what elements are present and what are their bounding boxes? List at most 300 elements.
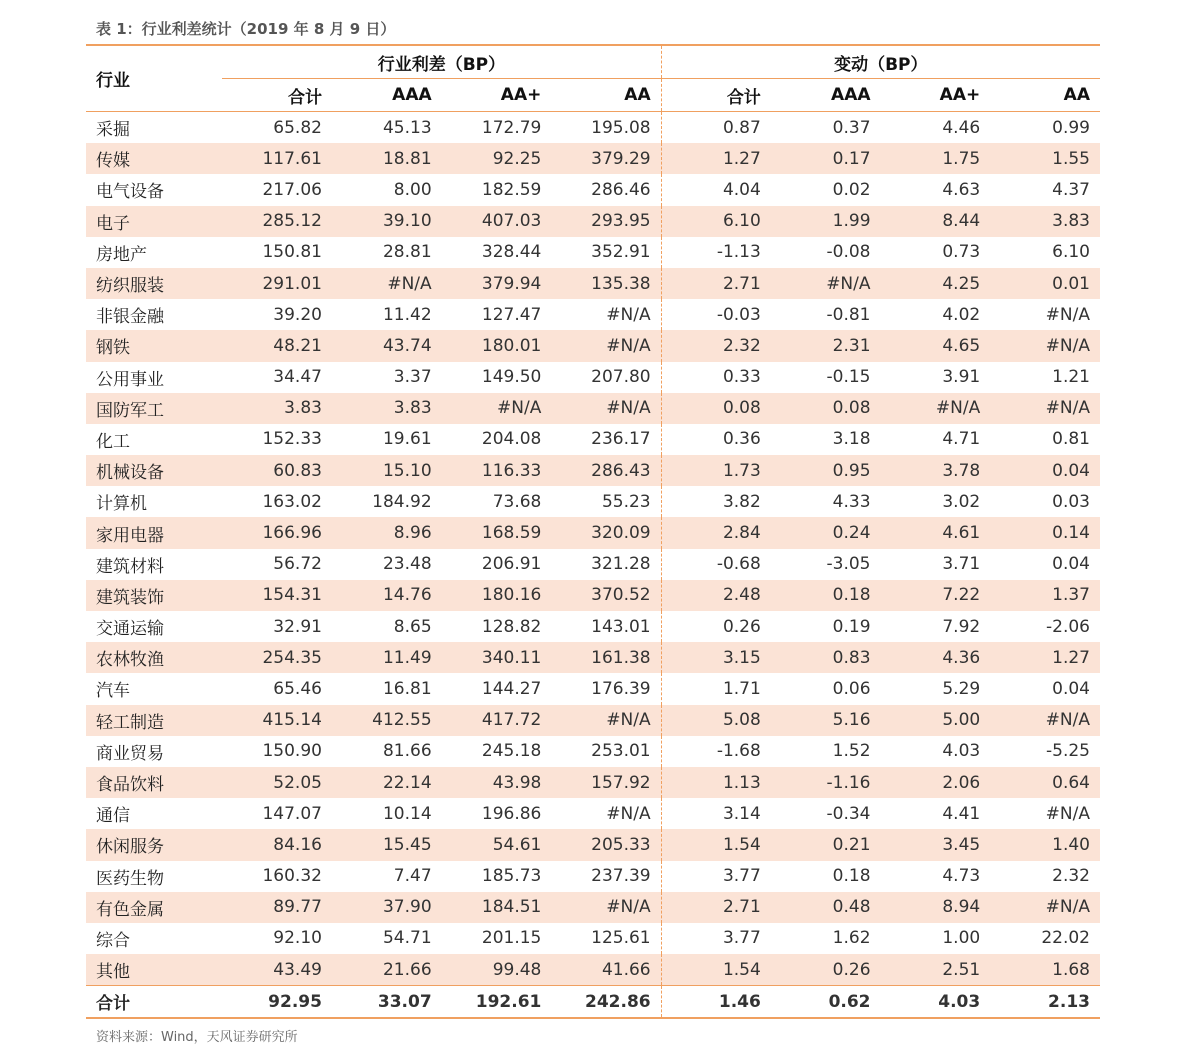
total-value-cell: 242.86 bbox=[551, 986, 661, 1019]
value-cell: 1.40 bbox=[1052, 834, 1090, 855]
value-cell: 4.02 bbox=[942, 304, 981, 325]
table-row bbox=[86, 206, 1100, 237]
value-cell: 0.24 bbox=[832, 523, 871, 544]
value-cell: 0.17 bbox=[832, 148, 871, 169]
industry-name-cell: 电气设备 bbox=[96, 182, 164, 203]
value-cell: -0.81 bbox=[826, 304, 871, 325]
column-header: 合计 bbox=[661, 79, 771, 112]
value-cell: 152.33 bbox=[262, 429, 322, 450]
value-cell: 2.84 bbox=[722, 523, 761, 544]
value-cell: 5.00 bbox=[942, 710, 981, 731]
value-cell: 4.36 bbox=[942, 647, 981, 668]
table-row bbox=[86, 705, 1100, 736]
value-cell: 340.11 bbox=[481, 647, 542, 668]
value-cell: 6.10 bbox=[1052, 242, 1090, 263]
value-cell: 4.41 bbox=[942, 803, 981, 824]
value-cell: 52.05 bbox=[273, 772, 322, 793]
value-cell: 3.15 bbox=[722, 647, 761, 668]
value-cell: 0.06 bbox=[832, 678, 871, 699]
value-cell: 11.49 bbox=[382, 647, 432, 668]
value-cell: 89.77 bbox=[273, 897, 322, 918]
value-cell: 144.27 bbox=[481, 678, 542, 699]
total-value-cell: 0.62 bbox=[771, 986, 881, 1019]
value-cell: 125.61 bbox=[551, 923, 661, 954]
industry-name-cell: 食品饮料 bbox=[96, 775, 164, 796]
value-cell: 2.06 bbox=[942, 772, 981, 793]
table-row bbox=[86, 237, 1100, 268]
value-cell: 28.81 bbox=[382, 242, 432, 263]
value-cell: #N/A bbox=[1045, 398, 1090, 419]
value-cell: 168.59 bbox=[481, 523, 542, 544]
value-cell: 245.18 bbox=[481, 741, 542, 762]
value-cell: 4.71 bbox=[942, 429, 981, 450]
value-cell: #N/A bbox=[551, 393, 661, 424]
value-cell: 0.81 bbox=[1052, 429, 1090, 450]
value-cell: 0.18 bbox=[832, 585, 871, 606]
value-cell: 10.14 bbox=[382, 803, 432, 824]
table-row bbox=[86, 923, 1100, 954]
industry-name-cell: 建筑装饰 bbox=[96, 587, 164, 608]
value-cell: 0.87 bbox=[722, 117, 761, 138]
table-row bbox=[86, 673, 1100, 704]
value-cell: 56.72 bbox=[273, 554, 322, 575]
value-cell: 4.25 bbox=[942, 273, 981, 294]
value-cell: 0.36 bbox=[722, 429, 761, 450]
value-cell: 21.66 bbox=[382, 959, 432, 980]
value-cell: 166.96 bbox=[262, 523, 322, 544]
value-cell: #N/A bbox=[551, 705, 661, 736]
value-cell: 22.14 bbox=[382, 772, 432, 793]
value-cell: 147.07 bbox=[262, 803, 322, 824]
value-cell: 41.66 bbox=[551, 954, 661, 986]
value-cell: 1.62 bbox=[832, 928, 871, 949]
value-cell: 1.73 bbox=[722, 460, 761, 481]
industry-spread-table bbox=[86, 44, 1100, 1019]
table-row bbox=[86, 455, 1100, 486]
value-cell: -1.16 bbox=[826, 772, 871, 793]
industry-name-cell: 传媒 bbox=[96, 151, 130, 172]
value-cell: 4.03 bbox=[942, 741, 981, 762]
value-cell: 370.52 bbox=[551, 580, 661, 611]
value-cell: 43.98 bbox=[492, 772, 542, 793]
value-cell: 43.74 bbox=[382, 335, 432, 356]
value-cell: 0.04 bbox=[1052, 678, 1090, 699]
table-row bbox=[86, 393, 1100, 424]
total-value-cell: 4.03 bbox=[881, 986, 991, 1019]
value-cell: 0.08 bbox=[722, 398, 761, 419]
value-cell: #N/A bbox=[1045, 803, 1090, 824]
value-cell: 4.04 bbox=[722, 179, 761, 200]
column-header: AA bbox=[551, 79, 661, 112]
value-cell: 379.29 bbox=[551, 143, 661, 174]
value-cell: #N/A bbox=[1045, 710, 1090, 731]
value-cell: 163.02 bbox=[262, 491, 322, 512]
column-header: AAA bbox=[332, 79, 442, 112]
value-cell: 127.47 bbox=[481, 304, 542, 325]
value-cell: 0.01 bbox=[1052, 273, 1090, 294]
value-cell: 3.83 bbox=[284, 398, 322, 419]
value-cell: 1.27 bbox=[722, 148, 761, 169]
value-cell: -2.06 bbox=[1046, 616, 1090, 637]
value-cell: 3.83 bbox=[393, 398, 432, 419]
value-cell: #N/A bbox=[551, 299, 661, 330]
value-cell: #N/A bbox=[497, 398, 542, 419]
total-row bbox=[86, 986, 1100, 1019]
value-cell: 8.65 bbox=[393, 616, 432, 637]
value-cell: 176.39 bbox=[551, 673, 661, 704]
table-row bbox=[86, 954, 1100, 986]
value-cell: 18.81 bbox=[382, 148, 432, 169]
table-row bbox=[86, 486, 1100, 517]
value-cell: 0.33 bbox=[722, 367, 761, 388]
value-cell: 172.79 bbox=[481, 117, 542, 138]
value-cell: 54.71 bbox=[382, 928, 432, 949]
value-cell: 8.94 bbox=[942, 897, 981, 918]
value-cell: 201.15 bbox=[481, 928, 542, 949]
value-cell: 286.43 bbox=[551, 455, 661, 486]
spread-group-header bbox=[222, 45, 661, 79]
value-cell: 379.94 bbox=[481, 273, 542, 294]
value-cell: 32.91 bbox=[273, 616, 322, 637]
value-cell: -0.08 bbox=[826, 242, 871, 263]
value-cell: -0.15 bbox=[826, 367, 871, 388]
value-cell: 39.10 bbox=[382, 211, 432, 232]
value-cell: 65.82 bbox=[273, 117, 322, 138]
industry-name-cell: 家用电器 bbox=[96, 525, 164, 546]
value-cell: 180.16 bbox=[481, 585, 542, 606]
table-row bbox=[86, 174, 1100, 205]
sub-header-row bbox=[86, 79, 1100, 112]
table-row bbox=[86, 549, 1100, 580]
industry-name-cell: 采掘 bbox=[96, 120, 130, 141]
table-row bbox=[86, 517, 1100, 548]
total-value-cell: 1.46 bbox=[661, 986, 771, 1019]
value-cell: 0.14 bbox=[1052, 523, 1090, 544]
value-cell: 81.66 bbox=[382, 741, 432, 762]
total-label-cell: 合计 bbox=[86, 986, 222, 1019]
industry-name-cell: 汽车 bbox=[96, 681, 130, 702]
value-cell: 11.42 bbox=[382, 304, 432, 325]
value-cell: -0.03 bbox=[716, 304, 761, 325]
value-cell: 8.00 bbox=[393, 179, 432, 200]
value-cell: 237.39 bbox=[551, 861, 661, 892]
industry-name-cell: 有色金属 bbox=[96, 899, 164, 920]
industry-name-cell: 其他 bbox=[96, 962, 130, 983]
value-cell: -1.13 bbox=[716, 242, 761, 263]
industry-spread-table-container bbox=[86, 44, 1100, 1019]
total-value-cell: 192.61 bbox=[442, 986, 552, 1019]
industry-name-cell: 休闲服务 bbox=[96, 837, 164, 858]
value-cell: 206.91 bbox=[481, 554, 542, 575]
value-cell: 415.14 bbox=[262, 710, 322, 731]
value-cell: 0.26 bbox=[722, 616, 761, 637]
industry-name-cell: 电子 bbox=[96, 213, 130, 234]
total-value-cell: 33.07 bbox=[332, 986, 442, 1019]
column-header: AA+ bbox=[881, 79, 991, 112]
value-cell: 1.21 bbox=[1052, 367, 1090, 388]
total-value-cell: 92.95 bbox=[222, 986, 332, 1019]
value-cell: 217.06 bbox=[262, 179, 322, 200]
value-cell: 0.21 bbox=[832, 834, 871, 855]
table-row bbox=[86, 268, 1100, 299]
value-cell: 135.38 bbox=[551, 268, 661, 299]
value-cell: 5.16 bbox=[832, 710, 871, 731]
value-cell: 73.68 bbox=[492, 491, 542, 512]
value-cell: 184.92 bbox=[372, 491, 432, 512]
value-cell: 5.08 bbox=[722, 710, 761, 731]
table-row bbox=[86, 330, 1100, 361]
value-cell: 0.95 bbox=[832, 460, 871, 481]
value-cell: 2.71 bbox=[722, 273, 761, 294]
value-cell: 0.18 bbox=[832, 866, 871, 887]
value-cell: 204.08 bbox=[481, 429, 542, 450]
value-cell: 0.48 bbox=[832, 897, 871, 918]
industry-name-cell: 化工 bbox=[96, 431, 130, 452]
value-cell: 1.52 bbox=[832, 741, 871, 762]
value-cell: 4.61 bbox=[942, 523, 981, 544]
industry-name-cell: 农林牧渔 bbox=[96, 650, 164, 671]
value-cell: -0.68 bbox=[716, 554, 761, 575]
value-cell: -1.68 bbox=[716, 741, 761, 762]
industry-name-cell: 机械设备 bbox=[96, 463, 164, 484]
value-cell: 0.02 bbox=[832, 179, 871, 200]
value-cell: 37.90 bbox=[382, 897, 432, 918]
value-cell: 7.47 bbox=[393, 866, 432, 887]
value-cell: 0.64 bbox=[1052, 772, 1090, 793]
value-cell: 253.01 bbox=[551, 736, 661, 767]
value-cell: 143.01 bbox=[551, 611, 661, 642]
value-cell: 54.61 bbox=[492, 834, 542, 855]
value-cell: 417.72 bbox=[481, 710, 542, 731]
value-cell: 149.50 bbox=[481, 367, 542, 388]
value-cell: 1.75 bbox=[942, 148, 981, 169]
value-cell: 15.45 bbox=[382, 834, 432, 855]
value-cell: 55.23 bbox=[551, 486, 661, 517]
value-cell: 22.02 bbox=[1041, 928, 1090, 949]
industry-name-cell: 商业贸易 bbox=[96, 743, 164, 764]
value-cell: 3.14 bbox=[722, 803, 761, 824]
industry-name-cell: 轻工制造 bbox=[96, 712, 164, 733]
value-cell: 1.54 bbox=[722, 959, 761, 980]
value-cell: 196.86 bbox=[481, 803, 542, 824]
table-row bbox=[86, 798, 1100, 829]
value-cell: 154.31 bbox=[262, 585, 322, 606]
value-cell: 254.35 bbox=[262, 647, 322, 668]
value-cell: 160.32 bbox=[262, 866, 322, 887]
value-cell: 3.83 bbox=[1052, 211, 1090, 232]
value-cell: 0.08 bbox=[832, 398, 871, 419]
value-cell: 2.32 bbox=[1052, 866, 1090, 887]
value-cell: 0.73 bbox=[942, 242, 981, 263]
value-cell: 1.37 bbox=[1052, 585, 1090, 606]
value-cell: 14.76 bbox=[382, 585, 432, 606]
industry-name-cell: 纺织服装 bbox=[96, 276, 164, 297]
column-header: AAA bbox=[771, 79, 881, 112]
value-cell: 293.95 bbox=[551, 206, 661, 237]
value-cell: 1.00 bbox=[942, 928, 981, 949]
value-cell: 34.47 bbox=[273, 367, 322, 388]
value-cell: 320.09 bbox=[551, 517, 661, 548]
value-cell: 182.59 bbox=[481, 179, 542, 200]
value-cell: 412.55 bbox=[372, 710, 432, 731]
value-cell: 285.12 bbox=[262, 211, 322, 232]
total-value-cell: 2.13 bbox=[990, 986, 1100, 1019]
change-group-header: 变动（BP） bbox=[661, 45, 1100, 79]
value-cell: 157.92 bbox=[551, 767, 661, 798]
table-body bbox=[86, 112, 1100, 1019]
value-cell: 4.65 bbox=[942, 335, 981, 356]
value-cell: #N/A bbox=[826, 273, 871, 294]
value-cell: 43.49 bbox=[273, 959, 322, 980]
value-cell: #N/A bbox=[1045, 304, 1090, 325]
table-row bbox=[86, 767, 1100, 798]
table-row bbox=[86, 736, 1100, 767]
industry-name-cell: 交通运输 bbox=[96, 619, 164, 640]
value-cell: 3.91 bbox=[942, 367, 981, 388]
value-cell: 0.99 bbox=[1052, 117, 1090, 138]
value-cell: 3.02 bbox=[942, 491, 981, 512]
value-cell: 2.31 bbox=[832, 335, 871, 356]
value-cell: 3.37 bbox=[393, 367, 432, 388]
value-cell: 2.51 bbox=[942, 959, 981, 980]
value-cell: 3.45 bbox=[942, 834, 981, 855]
value-cell: 7.22 bbox=[942, 585, 981, 606]
value-cell: 1.27 bbox=[1052, 647, 1090, 668]
value-cell: 207.80 bbox=[551, 362, 661, 393]
table-row bbox=[86, 112, 1100, 144]
value-cell: 286.46 bbox=[551, 174, 661, 205]
value-cell: 0.37 bbox=[832, 117, 871, 138]
value-cell: 291.01 bbox=[262, 273, 322, 294]
value-cell: 6.10 bbox=[722, 211, 761, 232]
value-cell: 0.04 bbox=[1052, 554, 1090, 575]
table-row bbox=[86, 580, 1100, 611]
table-row bbox=[86, 829, 1100, 860]
value-cell: 60.83 bbox=[273, 460, 322, 481]
value-cell: 0.04 bbox=[1052, 460, 1090, 481]
value-cell: 205.33 bbox=[551, 829, 661, 860]
value-cell: 4.63 bbox=[942, 179, 981, 200]
value-cell: 3.77 bbox=[722, 928, 761, 949]
value-cell: 3.82 bbox=[722, 491, 761, 512]
value-cell: 150.90 bbox=[262, 741, 322, 762]
industry-name-cell: 建筑材料 bbox=[96, 556, 164, 577]
value-cell: 8.44 bbox=[942, 211, 981, 232]
value-cell: 48.21 bbox=[273, 335, 322, 356]
value-cell: 23.48 bbox=[382, 554, 432, 575]
value-cell: 39.20 bbox=[273, 304, 322, 325]
value-cell: 184.51 bbox=[481, 897, 542, 918]
value-cell: 195.08 bbox=[551, 112, 661, 144]
value-cell: #N/A bbox=[387, 273, 432, 294]
value-cell: 1.13 bbox=[722, 772, 761, 793]
industry-name-cell: 通信 bbox=[96, 806, 130, 827]
value-cell: 4.33 bbox=[832, 491, 871, 512]
value-cell: 128.82 bbox=[481, 616, 542, 637]
table-row bbox=[86, 424, 1100, 455]
value-cell: 236.17 bbox=[551, 424, 661, 455]
industry-name-cell: 房地产 bbox=[96, 244, 147, 265]
value-cell: 2.48 bbox=[722, 585, 761, 606]
value-cell: #N/A bbox=[551, 892, 661, 923]
table-row bbox=[86, 143, 1100, 174]
value-cell: 3.77 bbox=[722, 866, 761, 887]
value-cell: 84.16 bbox=[273, 834, 322, 855]
value-cell: 4.46 bbox=[942, 117, 981, 138]
table-row bbox=[86, 861, 1100, 892]
table-row bbox=[86, 892, 1100, 923]
value-cell: 352.91 bbox=[551, 237, 661, 268]
value-cell: 0.19 bbox=[832, 616, 871, 637]
column-header: 合计 bbox=[222, 79, 332, 112]
value-cell: 185.73 bbox=[481, 866, 542, 887]
table-row bbox=[86, 611, 1100, 642]
value-cell: 1.54 bbox=[722, 834, 761, 855]
industry-name-cell: 综合 bbox=[96, 930, 130, 951]
value-cell: #N/A bbox=[551, 330, 661, 361]
value-cell: 4.37 bbox=[1052, 179, 1090, 200]
industry-name-cell: 非银金融 bbox=[96, 307, 164, 328]
industry-name-cell: 计算机 bbox=[96, 494, 147, 515]
value-cell: 0.83 bbox=[832, 647, 871, 668]
column-header: AA bbox=[990, 79, 1100, 112]
table-row bbox=[86, 299, 1100, 330]
value-cell: 8.96 bbox=[393, 523, 432, 544]
value-cell: 0.26 bbox=[832, 959, 871, 980]
value-cell: 92.25 bbox=[492, 148, 542, 169]
value-cell: 7.92 bbox=[942, 616, 981, 637]
value-cell: 1.55 bbox=[1052, 148, 1090, 169]
value-cell: 1.68 bbox=[1052, 959, 1090, 980]
industry-name-cell: 国防军工 bbox=[96, 400, 164, 421]
industry-name-cell: 公用事业 bbox=[96, 369, 164, 390]
value-cell: 407.03 bbox=[481, 211, 542, 232]
value-cell: 65.46 bbox=[273, 678, 322, 699]
value-cell: -0.34 bbox=[826, 803, 871, 824]
source-note: 资料来源：Wind，天风证券研究所 bbox=[96, 1030, 298, 1045]
table-row bbox=[86, 642, 1100, 673]
value-cell: 1.99 bbox=[832, 211, 871, 232]
value-cell: -5.25 bbox=[1046, 741, 1090, 762]
value-cell: 180.01 bbox=[481, 335, 542, 356]
column-header: AA+ bbox=[442, 79, 552, 112]
value-cell: #N/A bbox=[935, 398, 981, 419]
value-cell: 3.71 bbox=[942, 554, 981, 575]
value-cell: 3.78 bbox=[942, 460, 981, 481]
value-cell: 116.33 bbox=[481, 460, 542, 481]
value-cell: 117.61 bbox=[262, 148, 322, 169]
industry-column-header: 行业 bbox=[86, 45, 222, 112]
value-cell: 19.61 bbox=[382, 429, 432, 450]
value-cell: 99.48 bbox=[492, 959, 542, 980]
value-cell: 15.10 bbox=[382, 460, 432, 481]
value-cell: #N/A bbox=[1045, 897, 1090, 918]
value-cell: 2.71 bbox=[722, 897, 761, 918]
value-cell: 150.81 bbox=[262, 242, 322, 263]
value-cell: #N/A bbox=[1045, 335, 1090, 356]
value-cell: 328.44 bbox=[481, 242, 542, 263]
industry-name-cell: 医药生物 bbox=[96, 868, 164, 889]
value-cell: 4.73 bbox=[942, 866, 981, 887]
value-cell: 0.03 bbox=[1052, 491, 1090, 512]
value-cell: -3.05 bbox=[826, 554, 871, 575]
value-cell: 2.32 bbox=[722, 335, 761, 356]
value-cell: 161.38 bbox=[551, 642, 661, 673]
table-caption: 表 1：行业利差统计（2019 年 8 月 9 日） bbox=[96, 20, 396, 38]
industry-name-cell: 钢铁 bbox=[96, 338, 130, 359]
value-cell: 3.18 bbox=[832, 429, 871, 450]
value-cell: 321.28 bbox=[551, 549, 661, 580]
